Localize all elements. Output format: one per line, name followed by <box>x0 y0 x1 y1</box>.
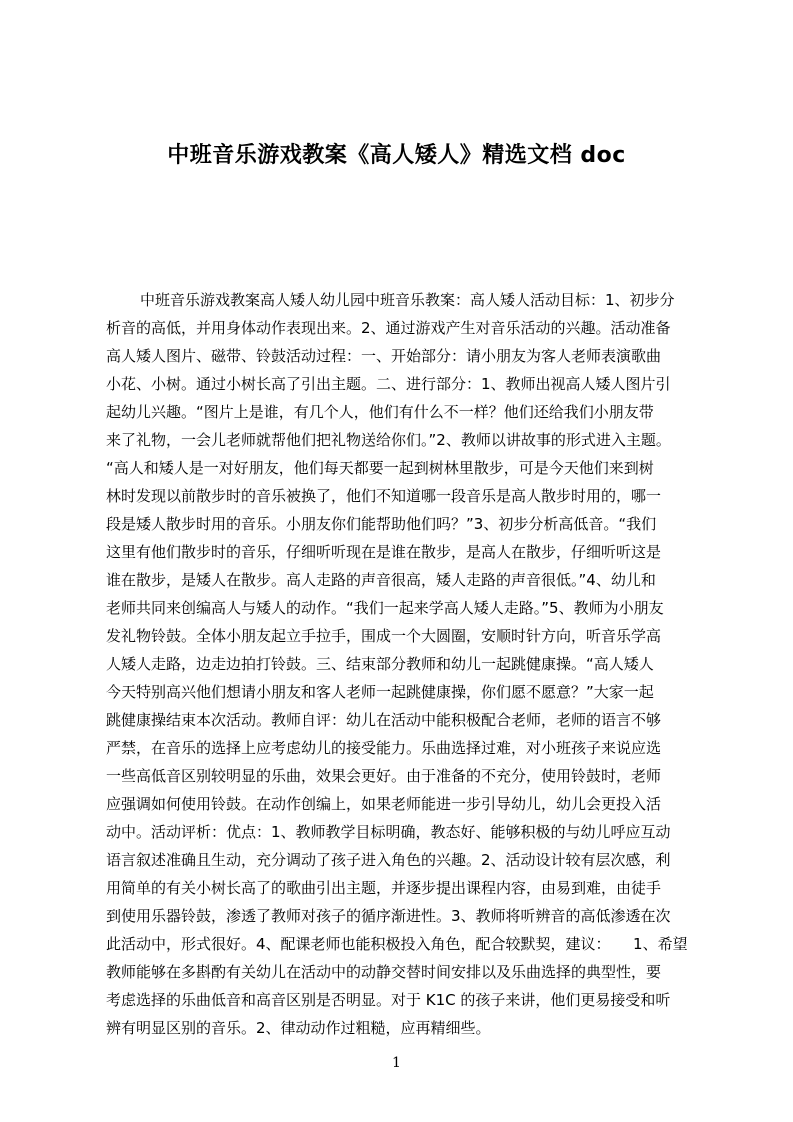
document-body <box>106 286 698 1042</box>
body-line: 用简单的有关小树长高了的歌曲引出主题，并逐步提出课程内容，由易到难，由徒手 <box>106 879 662 897</box>
body-line: 老师共同来创编高人与矮人的动作。“我们一起来学高人矮人走路。”5、教师为小朋友 <box>106 599 664 617</box>
body-line: 谁在散步，是矮人在散步。高人走路的声音很高，矮人走路的声音很低。”4、幼儿和 <box>106 571 656 589</box>
body-line: 辨有明显区别的音乐。2、律动动作过粗糙，应再精细些。 <box>106 1019 491 1037</box>
body-line: 起幼儿兴趣。“图片上是谁，有几个人，他们有什么不一样？他们还给我们小朋友带 <box>106 403 654 421</box>
body-line: 小花、小树。通过小树长高了引出主题。二、进行部分：1、教师出视高人矮人图片引 <box>106 375 671 393</box>
body-line: 教师能够在多斟酌有关幼儿在活动中的动静交替时间安排以及乐曲选择的典型性，要 <box>106 963 662 981</box>
body-line: 这里有他们散步时的音乐，仔细听听现在是谁在散步，是高人在散步，仔细听听这是 <box>106 543 662 561</box>
body-line: 中班音乐游戏教案高人矮人幼儿园中班音乐教案：高人矮人活动目标：1、初步分 <box>140 291 675 309</box>
body-line: 段是矮人散步时用的音乐。小朋友你们能帮助他们吗？”3、初步分析高低音。“我们 <box>106 515 657 533</box>
body-line: 严禁，在音乐的选择上应考虑幼儿的接受能力。乐曲选择过难，对小班孩子来说应选 <box>106 739 662 757</box>
body-line: 来了礼物，一会儿老师就帮他们把礼物送给你们。”2、教师以讲故事的形式进入主题。 <box>106 431 671 449</box>
body-line: 语言叙述准确且生动，充分调动了孩子进入角色的兴趣。2、活动设计较有层次感，利 <box>106 851 671 869</box>
body-line: 林时发现以前散步时的音乐被换了，他们不知道哪一段音乐是高人散步时用的，哪一 <box>106 487 662 505</box>
body-line: 人矮人走路，边走边拍打铃鼓。三、结束部分教师和幼儿一起跳健康操。“高人矮人 <box>106 655 654 673</box>
body-line: 高人矮人图片、磁带、铃鼓活动过程：一、开始部分：请小朋友为客人老师表演歌曲 <box>106 347 662 365</box>
body-line: 一些高低音区别较明显的乐曲，效果会更好。由于准备的不充分，使用铃鼓时，老师 <box>106 767 662 785</box>
body-line: “高人和矮人是一对好朋友，他们每天都要一起到树林里散步，可是今天他们来到树 <box>106 459 654 477</box>
body-line: 今天特别高兴他们想请小朋友和客人老师一起跳健康操，你们愿不愿意？”大家一起 <box>106 683 654 701</box>
document-title: 中班音乐游戏教案《高人矮人》精选文档 doc <box>167 143 626 168</box>
body-line: 考虑选择的乐曲低音和高音区别是否明显。对于 K1C 的孩子来讲，他们更易接受和听 <box>106 991 671 1009</box>
body-line: 应强调如何使用铃鼓。在动作创编上，如果老师能进一步引导幼儿，幼儿会更投入活 <box>106 795 662 813</box>
page-number: 1 <box>392 1055 401 1071</box>
body-line: 到使用乐器铃鼓，渗透了教师对孩子的循序渐进性。3、教师将听辨音的高低渗透在次 <box>106 907 671 925</box>
body-line: 发礼物铃鼓。全体小朋友起立手拉手，围成一个大圆圈，安顺时针方向，听音乐学高 <box>106 627 662 645</box>
body-line: 动中。活动评析：优点：1、教师教学目标明确，教态好、能够积极的与幼儿呼应互动 <box>106 823 671 841</box>
body-line: 此活动中，形式很好。4、配课老师也能积极投入角色，配合较默契，建议： 1、希望 <box>106 935 688 953</box>
body-line: 析音的高低，并用身体动作表现出来。2、通过游戏产生对音乐活动的兴趣。活动准备 <box>106 319 671 337</box>
body-line: 跳健康操结束本次活动。教师自评：幼儿在活动中能积极配合老师，老师的语言不够 <box>106 711 662 729</box>
